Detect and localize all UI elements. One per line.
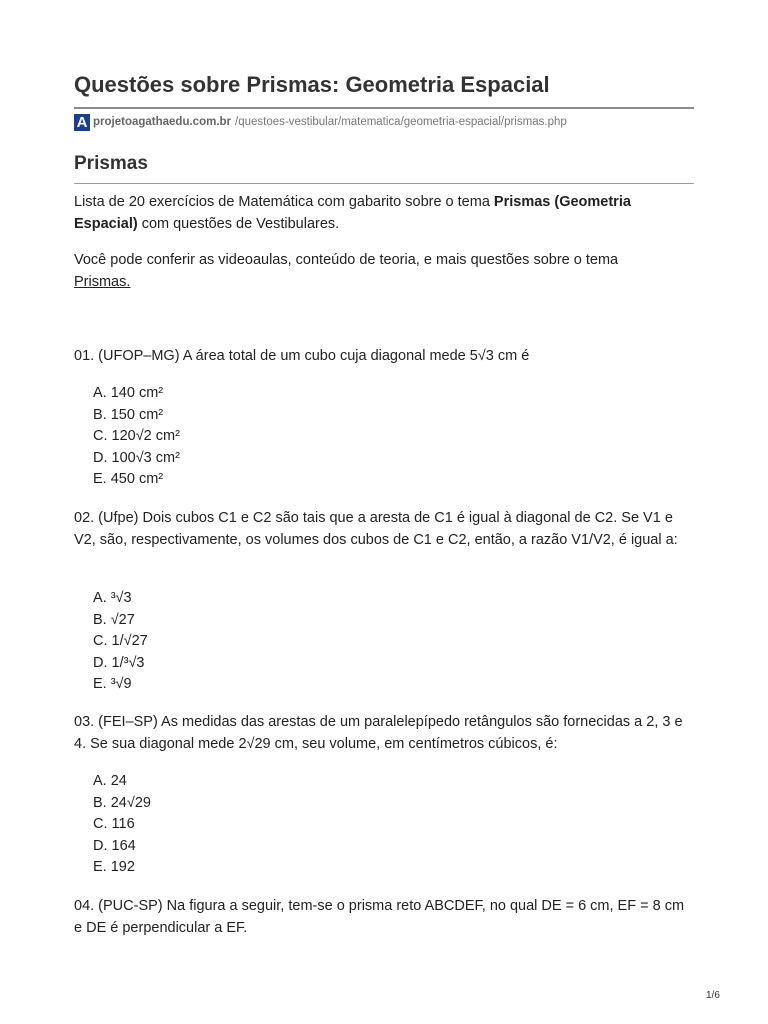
intro-topic-bold: Prismas (Geometria Espacial): [74, 194, 631, 232]
source-path[interactable]: /questoes-vestibular/matematica/geometria-espacial/prismas.php: [235, 116, 567, 128]
source-domain[interactable]: projetoagathaedu.com.br: [93, 116, 232, 128]
option-d: D. 1/³√3: [93, 654, 145, 671]
option-c: C. 116: [93, 816, 135, 832]
source-line: [74, 113, 567, 131]
site-logo-icon: A: [74, 114, 90, 131]
option-a: A. 24: [93, 773, 127, 789]
intro-text-start: Lista de 20 exercícios de Matemática com gabarito sobre o tema: [74, 194, 494, 210]
section-divider: [74, 183, 694, 184]
page-title: Questões sobre Prismas: Geometria Espacial: [74, 72, 550, 97]
question-01: 01. (UFOP–MG) A área total de um cubo cuja diagonal mede 5√3 cm é: [74, 348, 530, 364]
prismas-link[interactable]: Prismas.: [74, 274, 131, 290]
option-d: D. 100√3 cm²: [93, 449, 180, 466]
option-b: B. 24√29: [93, 794, 151, 811]
option-c: C. 1/√27: [93, 633, 148, 649]
intro-paragraph: [74, 191, 694, 235]
option-a: A. ³√3: [93, 590, 132, 606]
videoaulas-text: Você pode conferir as videoaulas, conteúdo de teoria, e mais questões sobre o tema: [74, 252, 619, 268]
videoaulas-paragraph: [74, 249, 694, 293]
question-02-options: [93, 588, 148, 696]
option-b: B. √27: [93, 611, 135, 628]
question-02: 02. (Ufpe) Dois cubos C1 e C2 são tais que a aresta de C1 é igual à diagonal de C2. Se V1 e V2, são, respectivamente, os volumes dos cubos de C1 e C2, então, a razão V1/V2, é igual a:: [74, 510, 678, 548]
page-number: 1/6: [706, 990, 720, 1001]
intro-text-end: com questões de Vestibulares.: [137, 216, 340, 232]
question-03-options: [93, 771, 151, 879]
question-01-options: [93, 383, 180, 491]
option-c: C. 120√2 cm²: [93, 428, 180, 444]
question-03: 03. (FEI–SP) As medidas das arestas de um paralelepípedo retângulos são fornecidas a 2, 3 e 4. Se sua diagonal mede 2√29 cm, seu volume, em centímetros cúbicos, é:: [74, 714, 683, 752]
option-d: D. 164: [93, 837, 136, 854]
section-heading: Prismas: [74, 153, 148, 174]
option-a: A. 140 cm²: [93, 385, 164, 401]
option-e: E. ³√9: [93, 676, 132, 692]
option-e: E. 192: [93, 859, 135, 875]
option-b: B. 150 cm²: [93, 406, 164, 423]
option-e: E. 450 cm²: [93, 471, 164, 487]
question-04: 04. (PUC-SP) Na figura a seguir, tem-se o prisma reto ABCDEF, no qual DE = 6 cm, EF = 8 cm e DE é perpendicular a EF.: [74, 898, 685, 936]
title-divider: [74, 107, 694, 109]
